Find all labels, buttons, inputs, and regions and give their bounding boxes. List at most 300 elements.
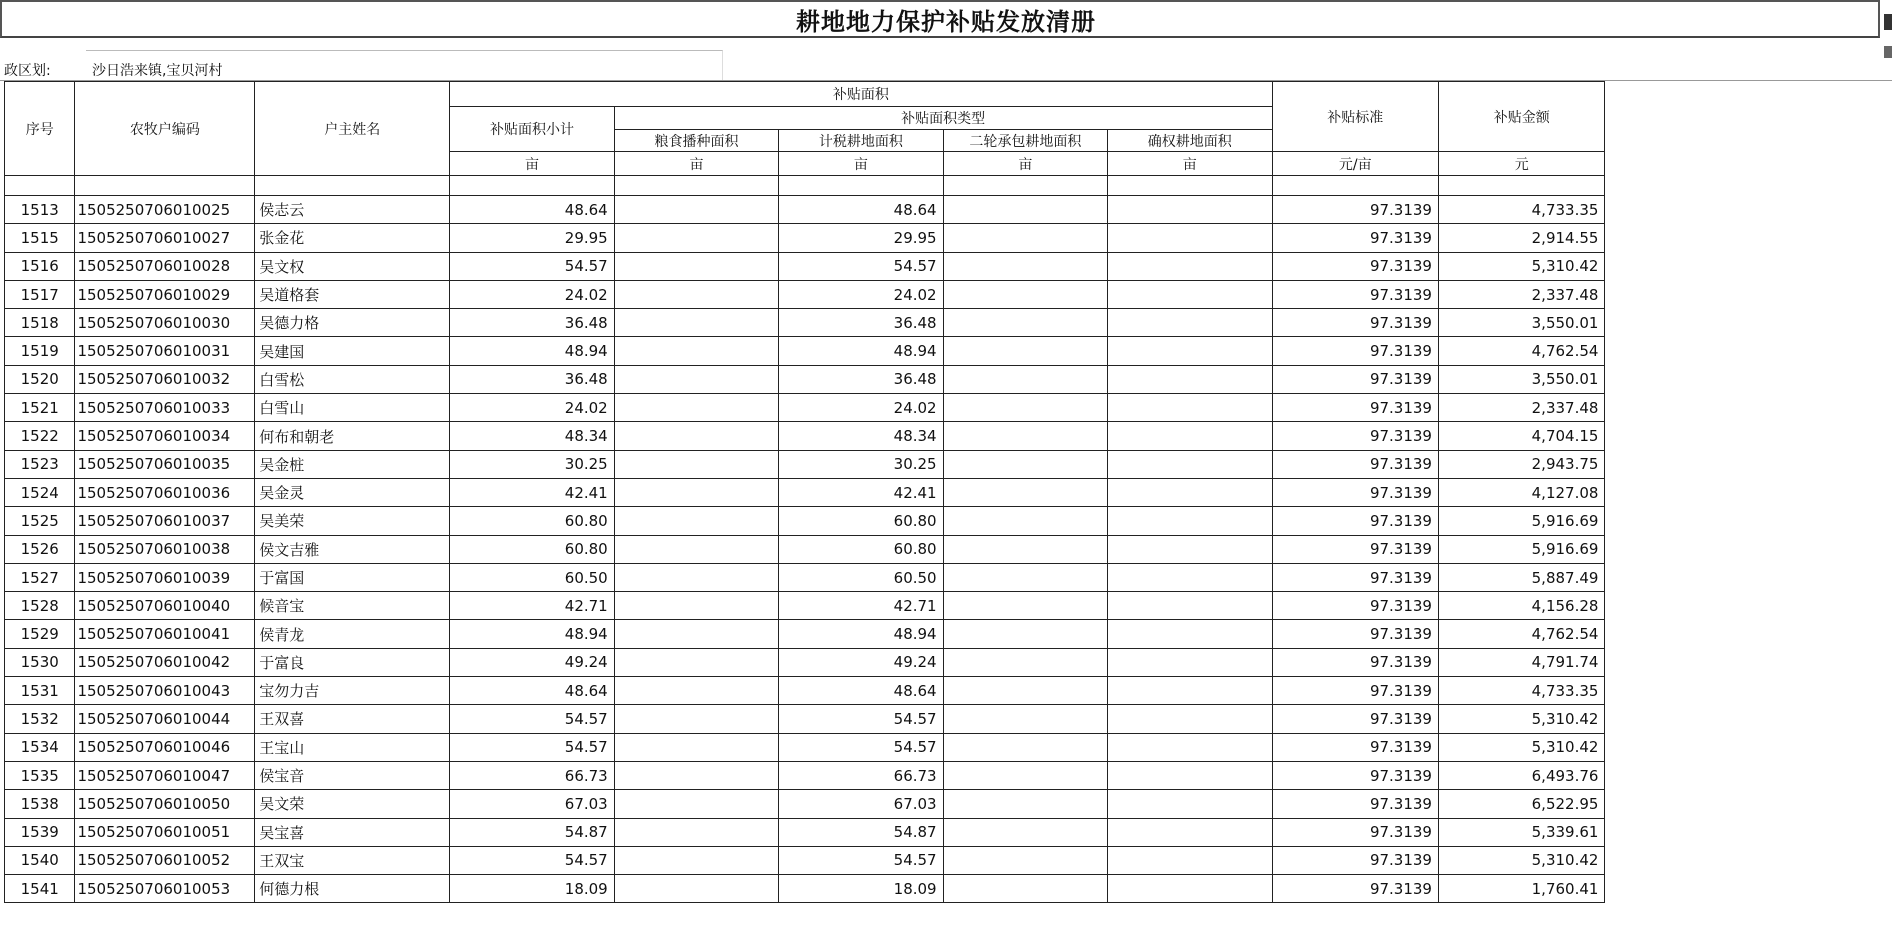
row-grain-area (614, 592, 778, 620)
row-amount: 5,310.42 (1438, 252, 1604, 280)
row-grain-area (614, 196, 778, 224)
row-seq: 1524 (5, 478, 75, 506)
row-standard: 97.3139 (1272, 337, 1438, 365)
row-grain-area (614, 224, 778, 252)
row-standard: 97.3139 (1272, 733, 1438, 761)
row-standard: 97.3139 (1272, 563, 1438, 591)
blank-cell (1108, 176, 1272, 196)
row-area-subtotal: 60.80 (450, 535, 614, 563)
row-seq: 1518 (5, 309, 75, 337)
row-tax-area: 29.95 (779, 224, 943, 252)
row-seq: 1529 (5, 620, 75, 648)
blank-cell (779, 176, 943, 196)
unit-confirmed: 亩 (1108, 152, 1272, 176)
row-area-subtotal: 60.50 (450, 563, 614, 591)
blank-cell (943, 176, 1107, 196)
row-code: 1505250706010040 (75, 592, 255, 620)
table-row (5, 818, 1892, 846)
row-area-subtotal: 49.24 (450, 648, 614, 676)
row-tax-area: 67.03 (779, 790, 943, 818)
row-tax-area: 54.57 (779, 705, 943, 733)
row-seq: 1513 (5, 196, 75, 224)
table-row (5, 478, 1892, 506)
row-tax-area: 60.50 (779, 563, 943, 591)
row-amount: 4,733.35 (1438, 677, 1604, 705)
row-contract-area (943, 677, 1107, 705)
table-row (5, 648, 1892, 676)
row-grain-area (614, 507, 778, 535)
row-code: 1505250706010027 (75, 224, 255, 252)
row-amount: 6,493.76 (1438, 761, 1604, 789)
row-amount: 4,156.28 (1438, 592, 1604, 620)
row-grain-area (614, 252, 778, 280)
table-row (5, 790, 1892, 818)
row-standard: 97.3139 (1272, 875, 1438, 903)
row-amount: 4,762.54 (1438, 337, 1604, 365)
row-name: 张金花 (255, 224, 450, 252)
col-amount-header: 补贴金额 (1438, 82, 1604, 152)
table-row (5, 875, 1892, 903)
table-row (5, 846, 1892, 874)
row-standard: 97.3139 (1272, 394, 1438, 422)
row-tax-area: 24.02 (779, 280, 943, 308)
subsidy-table (4, 81, 1892, 903)
row-seq: 1530 (5, 648, 75, 676)
row-amount: 5,887.49 (1438, 563, 1604, 591)
row-standard: 97.3139 (1272, 677, 1438, 705)
table-row (5, 733, 1892, 761)
table-row (5, 394, 1892, 422)
row-area-subtotal: 36.48 (450, 365, 614, 393)
table-row (5, 450, 1892, 478)
region-value: 沙日浩来镇,宝贝河村 (92, 63, 223, 79)
row-confirmed-area (1108, 224, 1272, 252)
row-confirmed-area (1108, 309, 1272, 337)
row-grain-area (614, 309, 778, 337)
row-tax-area: 54.57 (779, 252, 943, 280)
row-seq: 1523 (5, 450, 75, 478)
row-grain-area (614, 394, 778, 422)
row-code: 1505250706010041 (75, 620, 255, 648)
row-confirmed-area (1108, 592, 1272, 620)
row-area-subtotal: 18.09 (450, 875, 614, 903)
row-tax-area: 24.02 (779, 394, 943, 422)
row-grain-area (614, 648, 778, 676)
row-tax-area: 60.80 (779, 535, 943, 563)
row-area-subtotal: 48.94 (450, 337, 614, 365)
row-grain-area (614, 563, 778, 591)
unit-amount: 元 (1438, 152, 1604, 176)
row-tax-area: 60.80 (779, 507, 943, 535)
row-name: 吴金灵 (255, 478, 450, 506)
document-title: 耕地地力保护补贴发放清册 (796, 8, 1096, 36)
row-code: 1505250706010038 (75, 535, 255, 563)
row-amount: 2,943.75 (1438, 450, 1604, 478)
row-name: 白雪山 (255, 394, 450, 422)
row-contract-area (943, 790, 1107, 818)
row-name: 于富良 (255, 648, 450, 676)
table-row (5, 337, 1892, 365)
unit-tax: 亩 (779, 152, 943, 176)
row-area-subtotal: 54.57 (450, 252, 614, 280)
row-standard: 97.3139 (1272, 620, 1438, 648)
table-row (5, 309, 1892, 337)
row-seq: 1531 (5, 677, 75, 705)
row-code: 1505250706010030 (75, 309, 255, 337)
row-grain-area (614, 422, 778, 450)
row-contract-area (943, 422, 1107, 450)
table-row (5, 620, 1892, 648)
row-code: 1505250706010029 (75, 280, 255, 308)
row-seq: 1535 (5, 761, 75, 789)
unit-contract: 亩 (943, 152, 1107, 176)
row-confirmed-area (1108, 761, 1272, 789)
row-standard: 97.3139 (1272, 705, 1438, 733)
row-area-subtotal: 66.73 (450, 761, 614, 789)
row-tax-area: 66.73 (779, 761, 943, 789)
blank-cell (5, 176, 75, 196)
row-standard: 97.3139 (1272, 422, 1438, 450)
row-code: 1505250706010046 (75, 733, 255, 761)
row-code: 1505250706010034 (75, 422, 255, 450)
row-grain-area (614, 450, 778, 478)
row-confirmed-area (1108, 705, 1272, 733)
col-confirmed-header: 确权耕地面积 (1108, 130, 1272, 152)
row-contract-area (943, 733, 1107, 761)
row-code: 1505250706010047 (75, 761, 255, 789)
row-tax-area: 54.57 (779, 733, 943, 761)
row-name: 吴文权 (255, 252, 450, 280)
row-amount: 4,791.74 (1438, 648, 1604, 676)
row-name: 吴德力格 (255, 309, 450, 337)
row-seq: 1520 (5, 365, 75, 393)
row-standard: 97.3139 (1272, 478, 1438, 506)
row-code: 1505250706010044 (75, 705, 255, 733)
row-area-subtotal: 54.87 (450, 818, 614, 846)
row-amount: 3,550.01 (1438, 309, 1604, 337)
row-seq: 1515 (5, 224, 75, 252)
row-seq: 1532 (5, 705, 75, 733)
row-tax-area: 36.48 (779, 365, 943, 393)
col-code-header: 农牧户编码 (75, 82, 255, 176)
row-area-subtotal: 24.02 (450, 280, 614, 308)
blank-cell (1438, 176, 1604, 196)
row-confirmed-area (1108, 563, 1272, 591)
row-tax-area: 42.71 (779, 592, 943, 620)
col-seq-header: 序号 (5, 82, 75, 176)
unit-grain: 亩 (614, 152, 778, 176)
row-seq: 1534 (5, 733, 75, 761)
row-code: 1505250706010033 (75, 394, 255, 422)
row-grain-area (614, 818, 778, 846)
row-contract-area (943, 761, 1107, 789)
table-row (5, 677, 1892, 705)
row-standard: 97.3139 (1272, 790, 1438, 818)
row-code: 1505250706010042 (75, 648, 255, 676)
unit-subtotal: 亩 (450, 152, 614, 176)
row-contract-area (943, 818, 1107, 846)
row-code: 1505250706010032 (75, 365, 255, 393)
row-amount: 5,916.69 (1438, 535, 1604, 563)
table-row (5, 422, 1892, 450)
row-seq: 1526 (5, 535, 75, 563)
scroll-marker (1884, 14, 1892, 30)
row-contract-area (943, 620, 1107, 648)
table-row (5, 252, 1892, 280)
row-grain-area (614, 535, 778, 563)
row-tax-area: 30.25 (779, 450, 943, 478)
row-grain-area (614, 478, 778, 506)
row-code: 1505250706010050 (75, 790, 255, 818)
row-code: 1505250706010043 (75, 677, 255, 705)
blank-cell (1272, 176, 1438, 196)
row-code: 1505250706010039 (75, 563, 255, 591)
row-seq: 1525 (5, 507, 75, 535)
row-confirmed-area (1108, 478, 1272, 506)
row-name: 侯文吉雅 (255, 535, 450, 563)
row-contract-area (943, 507, 1107, 535)
table-right-margin (1605, 82, 1892, 196)
table-row (5, 563, 1892, 591)
row-contract-area (943, 309, 1107, 337)
row-standard: 97.3139 (1272, 507, 1438, 535)
table-row (5, 196, 1892, 224)
row-seq: 1516 (5, 252, 75, 280)
row-standard: 97.3139 (1272, 196, 1438, 224)
row-seq: 1527 (5, 563, 75, 591)
row-standard: 97.3139 (1272, 846, 1438, 874)
row-seq: 1519 (5, 337, 75, 365)
row-confirmed-area (1108, 677, 1272, 705)
row-tax-area: 48.94 (779, 620, 943, 648)
col-tax-header: 计税耕地面积 (779, 130, 943, 152)
row-confirmed-area (1108, 394, 1272, 422)
row-tax-area: 49.24 (779, 648, 943, 676)
row-area-subtotal: 54.57 (450, 705, 614, 733)
row-name: 侯志云 (255, 196, 450, 224)
row-grain-area (614, 620, 778, 648)
row-confirmed-area (1108, 422, 1272, 450)
row-tax-area: 18.09 (779, 875, 943, 903)
row-tax-area: 36.48 (779, 309, 943, 337)
row-tax-area: 54.57 (779, 846, 943, 874)
row-seq: 1522 (5, 422, 75, 450)
row-contract-area (943, 592, 1107, 620)
row-code: 1505250706010028 (75, 252, 255, 280)
row-confirmed-area (1108, 818, 1272, 846)
row-contract-area (943, 394, 1107, 422)
row-confirmed-area (1108, 450, 1272, 478)
row-amount: 5,310.42 (1438, 733, 1604, 761)
row-amount: 2,337.48 (1438, 280, 1604, 308)
row-standard: 97.3139 (1272, 280, 1438, 308)
row-confirmed-area (1108, 196, 1272, 224)
row-name: 宝勿力吉 (255, 677, 450, 705)
col-contract-header: 二轮承包耕地面积 (943, 130, 1107, 152)
table-row (5, 705, 1892, 733)
row-seq: 1528 (5, 592, 75, 620)
row-code: 1505250706010051 (75, 818, 255, 846)
row-name: 吴道格套 (255, 280, 450, 308)
row-contract-area (943, 563, 1107, 591)
blank-cell (450, 176, 614, 196)
row-confirmed-area (1108, 620, 1272, 648)
row-area-subtotal: 42.41 (450, 478, 614, 506)
row-name: 吴宝喜 (255, 818, 450, 846)
row-tax-area: 48.64 (779, 677, 943, 705)
row-name: 何布和朝老 (255, 422, 450, 450)
row-contract-area (943, 875, 1107, 903)
row-amount: 6,522.95 (1438, 790, 1604, 818)
row-confirmed-area (1108, 365, 1272, 393)
col-name-header: 户主姓名 (255, 82, 450, 176)
table-row (5, 761, 1892, 789)
row-contract-area (943, 337, 1107, 365)
row-grain-area (614, 846, 778, 874)
row-area-subtotal: 24.02 (450, 394, 614, 422)
table-row (5, 365, 1892, 393)
blank-cell (614, 176, 778, 196)
row-name: 王宝山 (255, 733, 450, 761)
row-grain-area (614, 337, 778, 365)
row-name: 王双喜 (255, 705, 450, 733)
table-row (5, 224, 1892, 252)
row-tax-area: 54.87 (779, 818, 943, 846)
row-area-subtotal: 67.03 (450, 790, 614, 818)
region-label: 政区划: (4, 63, 51, 79)
row-area-subtotal: 48.34 (450, 422, 614, 450)
scroll-marker-lower (1884, 46, 1892, 58)
row-amount: 4,733.35 (1438, 196, 1604, 224)
row-amount: 5,310.42 (1438, 705, 1604, 733)
row-name: 吴文荣 (255, 790, 450, 818)
row-amount: 5,310.42 (1438, 846, 1604, 874)
row-area-subtotal: 48.64 (450, 196, 614, 224)
row-seq: 1541 (5, 875, 75, 903)
row-name: 白雪松 (255, 365, 450, 393)
row-contract-area (943, 705, 1107, 733)
row-standard: 97.3139 (1272, 365, 1438, 393)
row-name: 侯青龙 (255, 620, 450, 648)
row-code: 1505250706010031 (75, 337, 255, 365)
row-grain-area (614, 705, 778, 733)
row-confirmed-area (1108, 648, 1272, 676)
table-row (5, 280, 1892, 308)
row-tax-area: 48.94 (779, 337, 943, 365)
row-name: 吴金桩 (255, 450, 450, 478)
row-seq: 1517 (5, 280, 75, 308)
row-amount: 3,550.01 (1438, 365, 1604, 393)
row-amount: 4,127.08 (1438, 478, 1604, 506)
row-confirmed-area (1108, 507, 1272, 535)
row-area-subtotal: 54.57 (450, 733, 614, 761)
row-area-subtotal: 29.95 (450, 224, 614, 252)
row-area-subtotal: 42.71 (450, 592, 614, 620)
row-confirmed-area (1108, 846, 1272, 874)
row-grain-area (614, 875, 778, 903)
unit-standard: 元/亩 (1272, 152, 1438, 176)
row-standard: 97.3139 (1272, 252, 1438, 280)
row-tax-area: 42.41 (779, 478, 943, 506)
row-amount: 4,704.15 (1438, 422, 1604, 450)
row-tax-area: 48.64 (779, 196, 943, 224)
row-code: 1505250706010037 (75, 507, 255, 535)
row-area-subtotal: 60.80 (450, 507, 614, 535)
table-row (5, 507, 1892, 535)
row-name: 吴建国 (255, 337, 450, 365)
table-row (5, 592, 1892, 620)
row-standard: 97.3139 (1272, 309, 1438, 337)
row-standard: 97.3139 (1272, 224, 1438, 252)
row-amount: 2,914.55 (1438, 224, 1604, 252)
row-seq: 1540 (5, 846, 75, 874)
row-contract-area (943, 252, 1107, 280)
row-name: 候音宝 (255, 592, 450, 620)
row-name: 王双宝 (255, 846, 450, 874)
row-standard: 97.3139 (1272, 450, 1438, 478)
col-grain-header: 粮食播种面积 (614, 130, 778, 152)
row-standard: 97.3139 (1272, 648, 1438, 676)
row-confirmed-area (1108, 733, 1272, 761)
row-contract-area (943, 365, 1107, 393)
row-area-subtotal: 54.57 (450, 846, 614, 874)
row-area-subtotal: 48.64 (450, 677, 614, 705)
row-confirmed-area (1108, 535, 1272, 563)
row-area-subtotal: 48.94 (450, 620, 614, 648)
row-code: 1505250706010036 (75, 478, 255, 506)
row-contract-area (943, 478, 1107, 506)
col-area-group-header: 补贴面积 (450, 82, 1272, 107)
blank-cell (255, 176, 450, 196)
row-grain-area (614, 365, 778, 393)
row-amount: 2,337.48 (1438, 394, 1604, 422)
row-contract-area (943, 196, 1107, 224)
row-name: 侯宝音 (255, 761, 450, 789)
row-amount: 5,916.69 (1438, 507, 1604, 535)
row-code: 1505250706010035 (75, 450, 255, 478)
blank-cell (75, 176, 255, 196)
table-row (5, 535, 1892, 563)
row-grain-area (614, 280, 778, 308)
row-area-subtotal: 30.25 (450, 450, 614, 478)
row-seq: 1539 (5, 818, 75, 846)
row-confirmed-area (1108, 790, 1272, 818)
row-contract-area (943, 846, 1107, 874)
row-contract-area (943, 450, 1107, 478)
row-code: 1505250706010053 (75, 875, 255, 903)
row-code: 1505250706010025 (75, 196, 255, 224)
row-name: 于富国 (255, 563, 450, 591)
row-standard: 97.3139 (1272, 761, 1438, 789)
row-amount: 5,339.61 (1438, 818, 1604, 846)
row-seq: 1521 (5, 394, 75, 422)
row-grain-area (614, 677, 778, 705)
row-seq: 1538 (5, 790, 75, 818)
row-tax-area: 48.34 (779, 422, 943, 450)
row-standard: 97.3139 (1272, 592, 1438, 620)
row-amount: 4,762.54 (1438, 620, 1604, 648)
row-contract-area (943, 280, 1107, 308)
row-name: 吴美荣 (255, 507, 450, 535)
row-confirmed-area (1108, 280, 1272, 308)
row-contract-area (943, 224, 1107, 252)
row-confirmed-area (1108, 875, 1272, 903)
row-amount: 1,760.41 (1438, 875, 1604, 903)
row-area-subtotal: 36.48 (450, 309, 614, 337)
row-contract-area (943, 648, 1107, 676)
col-standard-header: 补贴标准 (1272, 82, 1438, 152)
row-standard: 97.3139 (1272, 535, 1438, 563)
